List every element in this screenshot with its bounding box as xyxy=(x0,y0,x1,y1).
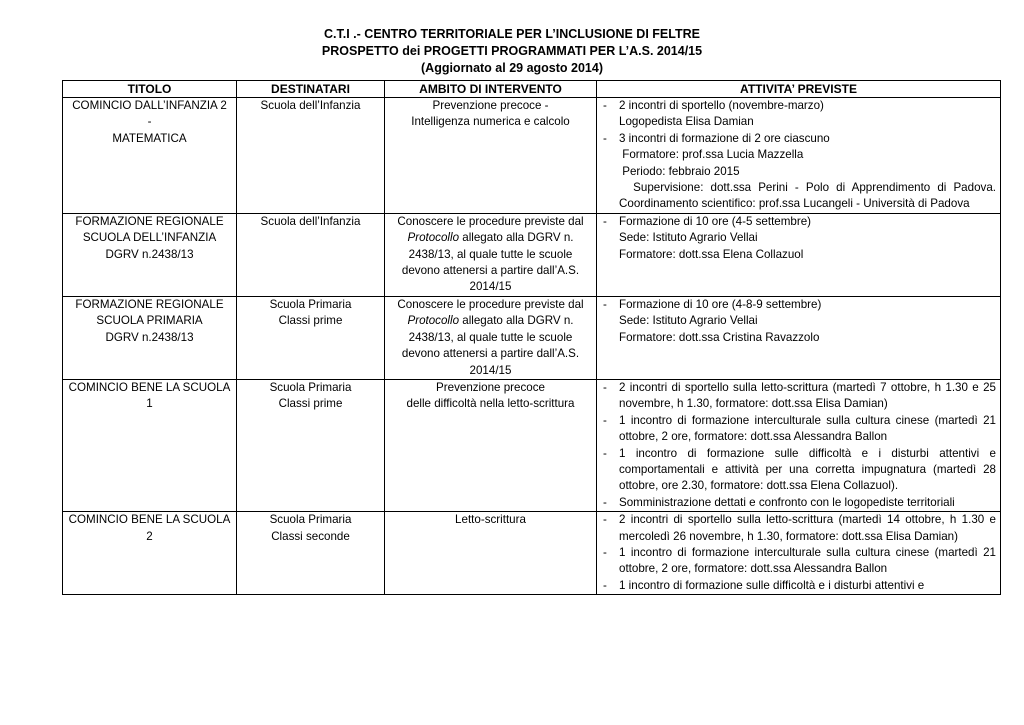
ambito-line: Prevenzione precoce - xyxy=(432,99,549,112)
destinatari-line: Scuola Primaria xyxy=(269,513,352,527)
activity-detail: Formatore: prof.ssa Lucia Mazzella xyxy=(619,148,804,162)
activity-list xyxy=(601,214,996,263)
activity-item xyxy=(619,578,996,594)
header-update-date: (Aggiornato al 29 agosto 2014) xyxy=(421,61,603,75)
activity-list xyxy=(601,512,996,594)
table-row xyxy=(63,296,1001,379)
titolo-line: COMINCIO DALL’INFANZIA 2 xyxy=(72,99,227,112)
ambito-text: Conoscere le procedure previste dal xyxy=(397,297,584,311)
cell-attivita xyxy=(597,296,1001,379)
column-header-ambito: AMBITO DI INTERVENTO xyxy=(385,81,597,98)
header-subtitle: PROSPETTO dei PROGETTI PROGRAMMATI PER L’A.S. 2014/15 xyxy=(321,44,703,58)
activity-detail: Supervisione: dott.ssa Perini - Polo di Apprendimento di Padova. Coordinamento scientifico: prof.ssa Lucangeli - Università di Padova xyxy=(619,181,1000,211)
destinatari-line: Scuola dell’Infanzia xyxy=(260,214,361,228)
destinatari-line: Classi prime xyxy=(278,397,343,411)
cell-titolo xyxy=(63,296,237,379)
titolo-line: FORMAZIONE REGIONALE xyxy=(75,214,224,228)
activity-text: 1 incontro di formazione sulle difficoltà e i disturbi attentivi e comportamentali e attività per una corretta impugnatura (martedì 28 ottobre, ore 2.30, formatore: dott.ssa Elena Collazuol). xyxy=(619,446,996,493)
ambito-line: Intelligenza numerica e calcolo xyxy=(411,115,570,129)
cell-ambito xyxy=(385,512,597,595)
activity-text: 1 incontro di formazione sulle difficoltà e i disturbi attentivi e xyxy=(619,578,925,592)
ambito-text: allegato alla DGRV n. 2438/13, al quale tutte le scuole devono attenersi a partire dall’A.S. 2014/15 xyxy=(401,231,580,294)
destinatari-line: Scuola Primaria xyxy=(269,297,352,311)
document-header xyxy=(0,26,1024,77)
destinatari-line: Classi prime xyxy=(278,314,343,328)
cell-titolo xyxy=(63,379,237,511)
activity-text: 2 incontri di sportello (novembre-marzo) xyxy=(619,99,824,112)
activity-text: 2 incontri di sportello sulla letto-scrittura (martedì 7 ottobre, h 1.30 e 25 novembre, h 1.30, formatore: dott.ssa Elisa Damian) xyxy=(619,380,996,411)
table-row xyxy=(63,98,1001,214)
titolo-line: SCUOLA DELL’INFANZIA xyxy=(82,231,217,245)
table-header-row xyxy=(63,81,1001,98)
activity-text: Formazione di 10 ore (4-5 settembre) xyxy=(619,214,812,228)
titolo-line: COMINCIO BENE LA SCUOLA xyxy=(68,380,231,394)
activity-detail: Sede: Istituto Agrario Vellai xyxy=(619,314,758,328)
cell-titolo xyxy=(63,213,237,296)
cell-titolo xyxy=(63,512,237,595)
activity-item xyxy=(619,214,996,263)
ambito-text: Conoscere le procedure previste dal xyxy=(397,214,584,228)
activity-text: 1 incontro di formazione interculturale sulla cultura cinese (martedì 21 ottobre, 2 ore, formatore: dott.ssa Alessandra Ballon xyxy=(619,413,996,444)
activity-item xyxy=(619,545,996,578)
cell-destinatari xyxy=(237,98,385,214)
ambito-line: delle difficoltà nella letto-scrittura xyxy=(406,397,575,411)
cell-destinatari xyxy=(237,213,385,296)
cell-titolo xyxy=(63,98,237,214)
column-header-attivita: ATTIVITA’ PREVISTE xyxy=(597,81,1001,98)
activity-text: 3 incontri di formazione di 2 ore ciascuno xyxy=(619,131,830,145)
activity-item xyxy=(619,512,996,545)
activity-item xyxy=(619,297,996,346)
titolo-line: DGRV n.2438/13 xyxy=(105,247,194,261)
column-header-titolo: TITOLO xyxy=(63,81,237,98)
titolo-line: COMINCIO BENE LA SCUOLA xyxy=(68,513,231,527)
projects-table xyxy=(62,80,1001,595)
ambito-text: allegato alla DGRV n. 2438/13, al quale tutte le scuole devono attenersi a partire dall’A.S. 2014/15 xyxy=(401,314,580,377)
cell-attivita xyxy=(597,379,1001,511)
activity-detail: Sede: Istituto Agrario Vellai xyxy=(619,231,758,245)
cell-destinatari xyxy=(237,512,385,595)
activity-item xyxy=(619,380,996,413)
titolo-line: DGRV n.2438/13 xyxy=(105,330,194,344)
activity-text: 1 incontro di formazione interculturale sulla cultura cinese (martedì 21 ottobre, 2 ore, formatore: dott.ssa Alessandra Ballon xyxy=(619,545,996,576)
activity-detail: Formatore: dott.ssa Elena Collazuol xyxy=(619,247,804,261)
cell-ambito xyxy=(385,213,597,296)
cell-ambito xyxy=(385,379,597,511)
titolo-line: 1 xyxy=(146,397,153,411)
ambito-protocollo: Protocollo xyxy=(407,314,460,328)
activity-detail: Logopedista Elisa Damian xyxy=(619,115,754,129)
cell-attivita xyxy=(597,213,1001,296)
ambito-line: Letto-scrittura xyxy=(455,513,526,527)
table-row xyxy=(63,379,1001,511)
cell-destinatari xyxy=(237,379,385,511)
destinatari-line: Scuola Primaria xyxy=(269,380,352,394)
cell-ambito xyxy=(385,296,597,379)
table-row xyxy=(63,512,1001,595)
activity-detail: Periodo: febbraio 2015 xyxy=(619,164,740,178)
cell-attivita xyxy=(597,512,1001,595)
destinatari-line: Scuola dell’Infanzia xyxy=(260,99,361,112)
activity-text: Formazione di 10 ore (4-8-9 settembre) xyxy=(619,297,822,311)
activity-text: Somministrazione dettati e confronto con le logopediste territoriali xyxy=(619,495,955,509)
cell-ambito xyxy=(385,98,597,214)
activity-list xyxy=(601,297,996,346)
titolo-line: FORMAZIONE REGIONALE xyxy=(75,297,224,311)
table-row xyxy=(63,213,1001,296)
column-header-destinatari: DESTINATARI xyxy=(237,81,385,98)
activity-list xyxy=(601,380,996,511)
activity-item xyxy=(619,413,996,446)
activity-item xyxy=(619,495,996,511)
activity-detail: Formatore: dott.ssa Cristina Ravazzolo xyxy=(619,330,820,344)
titolo-line: SCUOLA PRIMARIA xyxy=(96,314,203,328)
titolo-line: 2 xyxy=(146,529,153,543)
header-title: C.T.I .- CENTRO TERRITORIALE PER L’INCLUSIONE DI FELTRE xyxy=(324,27,700,41)
activity-item xyxy=(619,131,1000,213)
cell-attivita xyxy=(597,98,1001,214)
cell-destinatari xyxy=(237,296,385,379)
titolo-line: MATEMATICA xyxy=(112,131,187,145)
activity-list xyxy=(601,98,1000,213)
ambito-line: Prevenzione precoce xyxy=(436,380,545,394)
activity-item xyxy=(619,98,996,131)
ambito-protocollo: Protocollo xyxy=(407,231,460,245)
activity-text: 2 incontri di sportello sulla letto-scrittura (martedì 14 ottobre, h 1.30 e mercoledì 26 novembre, h 1.30, formatore: dott.ssa Elisa Damian) xyxy=(619,513,996,543)
titolo-line: - xyxy=(147,115,152,129)
activity-item xyxy=(619,446,996,495)
destinatari-line: Classi seconde xyxy=(271,529,350,543)
